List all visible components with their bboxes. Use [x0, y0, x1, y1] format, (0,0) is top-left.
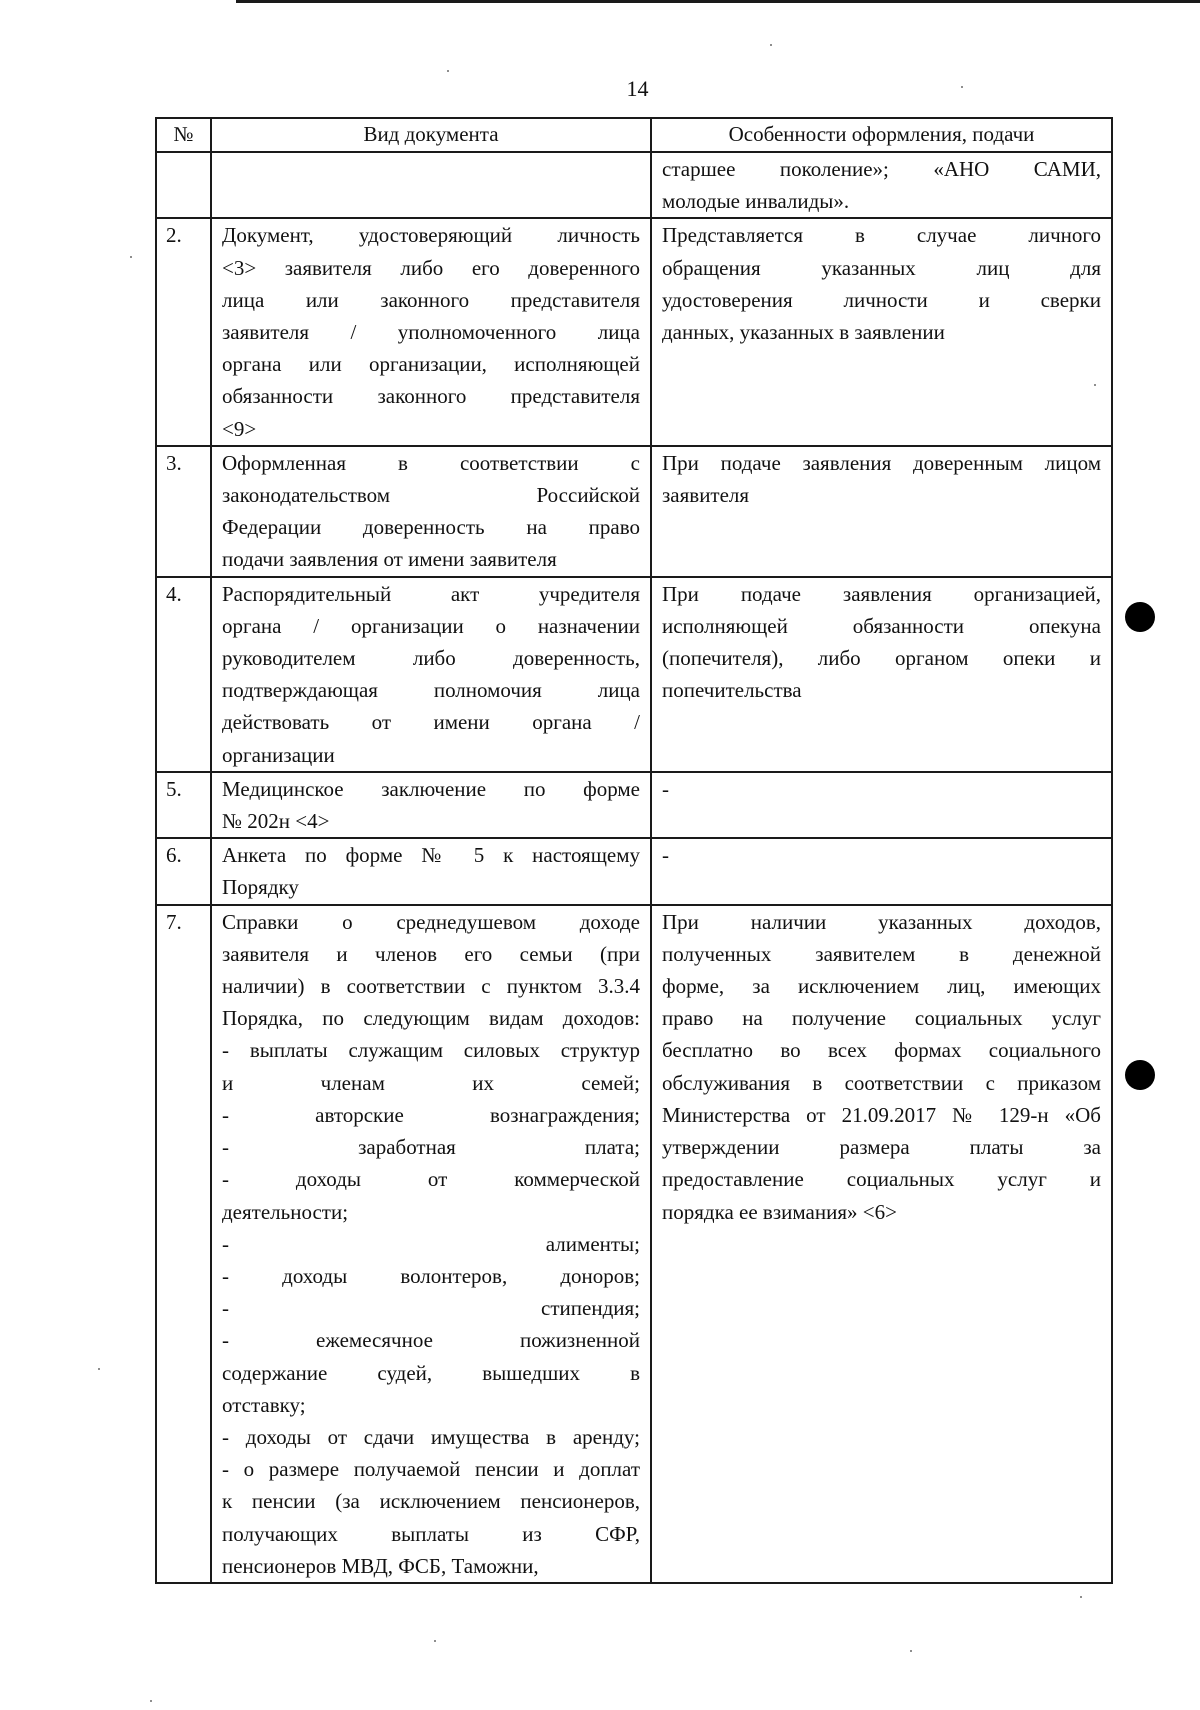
notes-cell — [651, 838, 1112, 904]
row-number: 7. — [156, 905, 211, 1583]
document-type-cell — [211, 577, 651, 772]
document-type-line: - доходы от сдачи имущества в аренду; — [222, 1424, 640, 1449]
document-type-line: Порядку — [222, 875, 299, 900]
document-type-cell — [211, 152, 651, 218]
notes-line: обращения указанных лиц для — [662, 255, 1101, 280]
document-type-line: <3> заявителя либо его доверенного — [222, 255, 640, 280]
document-type-line: Оформленная в соответствии с — [222, 450, 640, 475]
row-number: 3. — [156, 446, 211, 577]
document-type-line: Справки о среднедушевом доходе — [222, 909, 640, 934]
document-type-line: - стипендия; — [222, 1296, 640, 1321]
scan-speck — [130, 256, 132, 258]
notes-line: Представляется в случае личного — [662, 223, 1101, 248]
notes-line: старшее поколение»; «АНО САМИ, — [662, 157, 1101, 181]
document-type-line: № 202н <4> — [222, 809, 330, 834]
notes-line: попечительства — [662, 678, 802, 703]
notes-cell — [651, 905, 1112, 1583]
document-type-line: содержание судей, вышедших в — [222, 1360, 640, 1385]
punch-hole-mark — [1125, 602, 1155, 632]
document-type-line: руководителем либо доверенность, — [222, 646, 640, 671]
notes-line: (попечителя), либо органом опеки и — [662, 646, 1101, 671]
document-type-cell — [211, 446, 651, 577]
document-type-line: Анкета по форме № 5 к настоящему — [222, 843, 640, 868]
header-number: № — [156, 118, 211, 152]
notes-line: порядка ее взимания» <6> — [662, 1199, 897, 1224]
table-row — [156, 446, 1112, 577]
notes-line: При наличии указанных доходов, — [662, 909, 1101, 934]
table-row — [156, 905, 1112, 1583]
scan-speck — [770, 44, 772, 46]
document-type-line: - ежемесячное пожизненной — [222, 1328, 640, 1353]
notes-line: удостоверения личности и сверки — [662, 287, 1101, 312]
page-number: 14 — [626, 76, 649, 101]
document-type-line: деятельности; — [222, 1199, 349, 1224]
table-row — [156, 577, 1112, 772]
document-type-line: и членам их семей; — [222, 1070, 640, 1095]
document-type-line: органа или организации, исполняющей — [222, 352, 640, 377]
notes-line: право на получение социальных услуг — [662, 1006, 1101, 1031]
notes-line: молодые инвалиды». — [662, 189, 850, 214]
table-row — [156, 772, 1112, 838]
document-type-line: Распорядительный акт учредителя — [222, 581, 640, 606]
document-type-line: - доходы волонтеров, доноров; — [222, 1263, 640, 1288]
document-type-line: лица или законного представителя — [222, 287, 640, 312]
scan-speck — [1080, 1596, 1082, 1598]
document-type-line: - выплаты служащим силовых структур — [222, 1038, 640, 1063]
notes-line: - — [662, 843, 669, 868]
scan-speck — [910, 1650, 912, 1652]
document-type-line: - о размере получаемой пенсии и доплат — [222, 1457, 640, 1482]
notes-line: При подаче заявления доверенным лицом — [662, 450, 1101, 475]
row-number — [156, 152, 211, 218]
document-type-line: Федерации доверенность на право — [222, 515, 640, 540]
notes-line: утверждении размера платы за — [662, 1135, 1101, 1160]
notes-line: данных, указанных в заявлении — [662, 320, 945, 345]
table-row — [156, 152, 1112, 218]
notes-line: При подаче заявления организацией, — [662, 581, 1101, 606]
notes-cell — [651, 772, 1112, 838]
document-type-line: - заработная плата; — [222, 1135, 640, 1160]
notes-line: исполняющей обязанности опекуна — [662, 613, 1101, 638]
document-type-line: <9> — [222, 416, 257, 441]
notes-cell — [651, 446, 1112, 577]
notes-line: обслуживания в соответствии с приказом — [662, 1070, 1101, 1095]
document-type-line: пенсионеров МВД, ФСБ, Таможни, — [222, 1553, 539, 1578]
document-type-line: Медицинское заключение по форме — [222, 776, 640, 801]
document-type-line: - авторские вознаграждения; — [222, 1102, 640, 1127]
scan-speck — [98, 1368, 100, 1370]
table-row — [156, 838, 1112, 904]
notes-cell — [651, 577, 1112, 772]
row-number: 6. — [156, 838, 211, 904]
document-type-line: наличии) в соответствии с пунктом 3.3.4 — [222, 974, 640, 999]
notes-cell — [651, 152, 1112, 218]
scan-speck — [961, 86, 963, 88]
scan-speck — [447, 70, 449, 72]
scan-speck — [150, 1700, 152, 1702]
document-type-line: органа / организации о назначении — [222, 613, 640, 638]
document-type-line: подачи заявления от имени заявителя — [222, 547, 557, 572]
notes-line: - — [662, 776, 669, 801]
notes-line: полученных заявителем в денежной — [662, 941, 1101, 966]
document-type-cell — [211, 218, 651, 445]
document-type-line: законодательством Российской — [222, 483, 640, 508]
row-number: 2. — [156, 218, 211, 445]
documents-table — [155, 117, 1113, 1584]
row-number: 4. — [156, 577, 211, 772]
punch-hole-mark — [1125, 1060, 1155, 1090]
document-type-line: заявителя / уполномоченного лица — [222, 320, 640, 345]
document-type-line: Документ, удостоверяющий личность — [222, 223, 640, 248]
notes-line: предоставление социальных услуг и — [662, 1167, 1101, 1192]
page-top-border — [236, 0, 1200, 3]
header-notes: Особенности оформления, подачи — [651, 118, 1112, 152]
document-type-line: получающих выплаты из СФР, — [222, 1521, 640, 1546]
document-type-cell — [211, 772, 651, 838]
notes-line: форме, за исключением лиц, имеющих — [662, 974, 1101, 999]
table-header-row — [156, 118, 1112, 152]
row-number: 5. — [156, 772, 211, 838]
document-type-line: отставку; — [222, 1392, 306, 1417]
notes-cell — [651, 218, 1112, 445]
document-type-line: организации — [222, 742, 335, 767]
document-type-line: обязанности законного представителя — [222, 384, 640, 409]
notes-line: Министерства от 21.09.2017 № 129-н «Об — [662, 1102, 1101, 1127]
document-type-cell — [211, 838, 651, 904]
document-type-line: Порядка, по следующим видам доходов: — [222, 1006, 640, 1031]
header-document-type: Вид документа — [211, 118, 651, 152]
document-type-line: подтверждающая полномочия лица — [222, 678, 640, 703]
table-row — [156, 218, 1112, 445]
document-type-line: - доходы от коммерческой — [222, 1167, 640, 1192]
document-type-line: - алименты; — [222, 1231, 640, 1256]
table-body — [156, 152, 1112, 1583]
scan-speck — [1094, 384, 1096, 386]
document-type-line: заявителя и членов его семьи (при — [222, 941, 640, 966]
document-type-line: действовать от имени органа / — [222, 710, 640, 735]
notes-line: бесплатно во всех формах социального — [662, 1038, 1101, 1063]
scan-speck — [434, 1640, 436, 1642]
notes-line: заявителя — [662, 483, 750, 508]
document-type-line: к пенсии (за исключением пенсионеров, — [222, 1489, 640, 1514]
document-type-cell — [211, 905, 651, 1583]
